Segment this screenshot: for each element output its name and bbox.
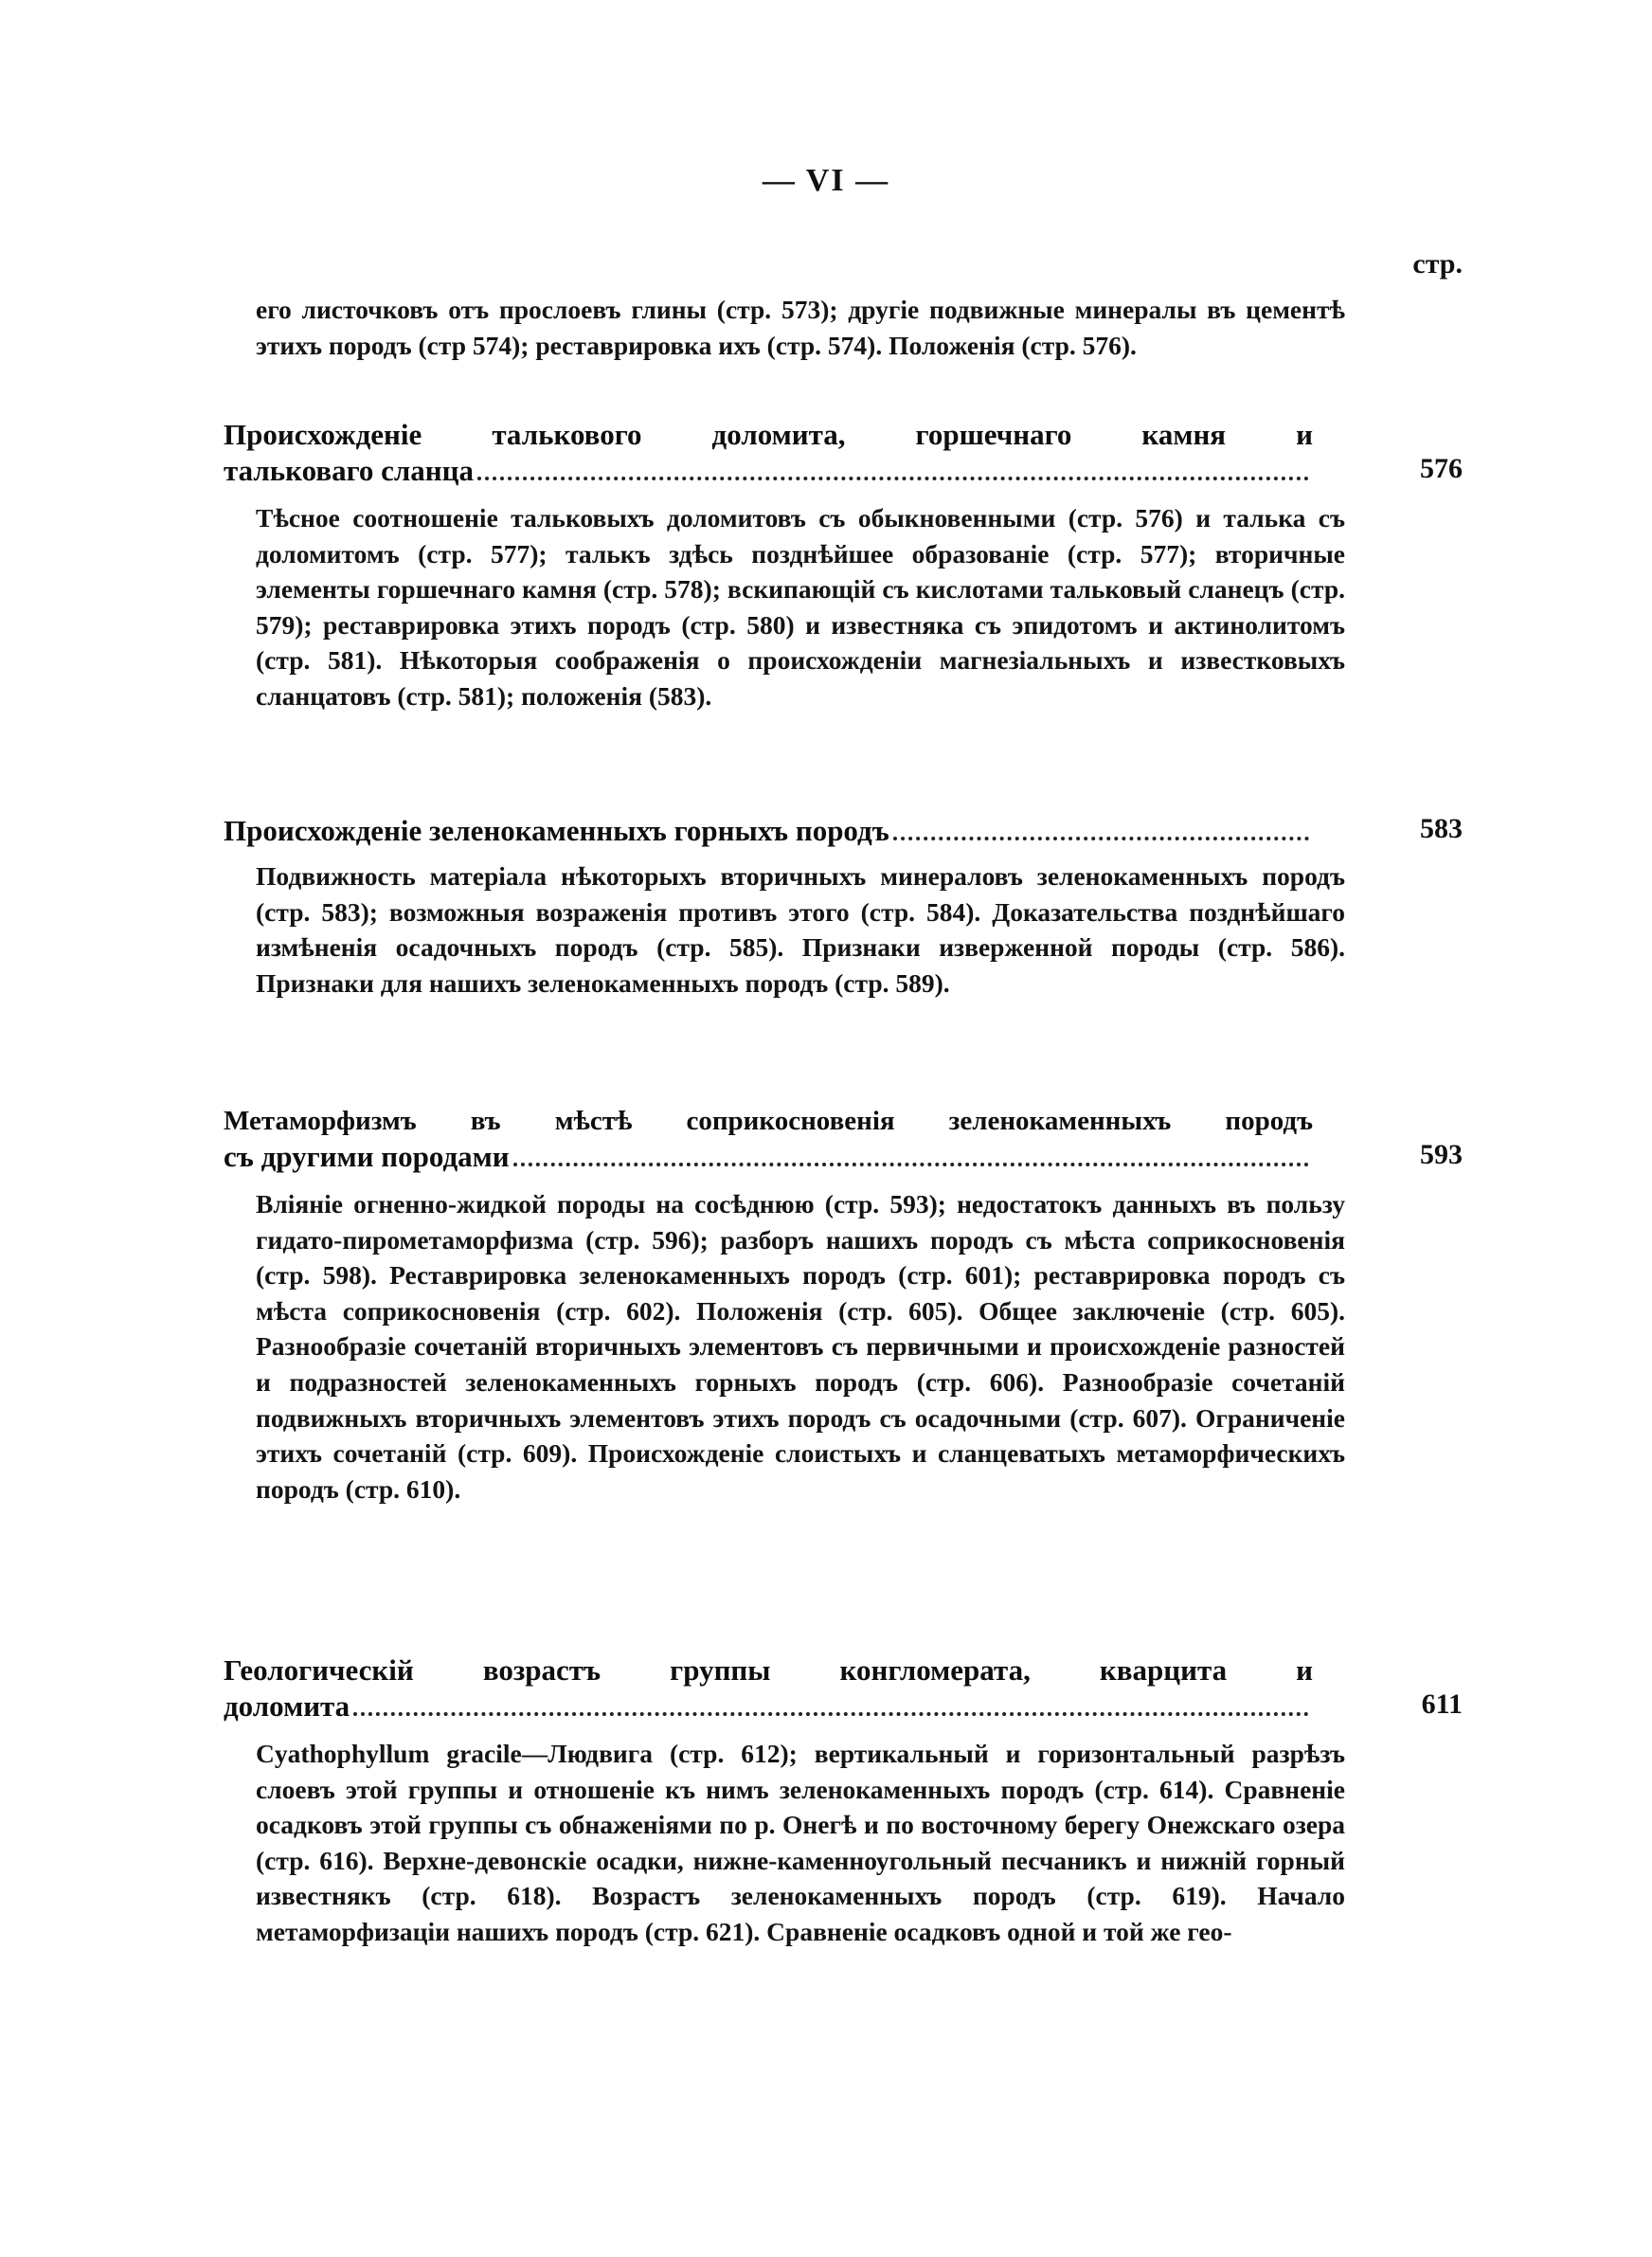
- toc-entry-title: [224, 1103, 1313, 1175]
- toc-entry-title: [224, 813, 1313, 849]
- dot-leader: [513, 1163, 1309, 1166]
- toc-entry-title-line: Метаморфизмъ въ мѣстѣ соприкосновенія зеленокаменныхъ породъ: [224, 1106, 1313, 1136]
- page-header: — VI —: [762, 163, 890, 198]
- toc-entry-title: [224, 1652, 1313, 1724]
- toc-entry-title-line: съ другими породами: [224, 1140, 510, 1173]
- toc-entry-title-line: Происхожденіе зеленокаменныхъ горныхъ породъ: [224, 814, 889, 847]
- toc-entry-body: Подвижность матеріала нѣкоторыхъ вторичныхъ минераловъ зеленокаменныхъ породъ (стр. 583); возможныя возраженія противъ этого (стр. 584). Доказательства позднѣйшаго измѣненія осадочныхъ породъ (стр. 585). Признаки изверженной породы (стр. 586). Признаки для нашихъ зеленокаменныхъ породъ (стр. 589).: [256, 861, 1345, 998]
- toc-entry-page: 576: [1420, 453, 1463, 484]
- toc-entry-title-line: Геологическій возрастъ группы конгломерата, кварцита и: [224, 1653, 1313, 1687]
- toc-entry-title: [224, 417, 1313, 489]
- toc-entry-title-last: [224, 1139, 1313, 1175]
- toc-entry-page: 611: [1421, 1688, 1463, 1720]
- toc-entry-title-last: [224, 813, 1313, 849]
- toc-entry-title-line: тальковаго сланца: [224, 454, 475, 487]
- toc-entry-title-last: [224, 453, 1313, 489]
- dot-leader: [477, 477, 1309, 480]
- dot-leader: [353, 1712, 1309, 1716]
- toc-continuation-text: его листочковъ отъ прослоевъ глины (стр. 573); другіе подвижные минералы въ цементѣ этихъ породъ (стр 574); реставрировка ихъ (стр. 574). Положенія (стр. 576).: [256, 295, 1345, 360]
- dot-leader: [893, 837, 1309, 840]
- toc-entry-body: Тѣсное соотношеніе тальковыхъ доломитовъ съ обыкновенными (стр. 576) и талька съ доломитомъ (стр. 577); талькъ здѣсь позднѣйшее образованіе (стр. 577); вторичные элементы горшечнаго камня (стр. 578); вскипающій съ кислотами тальковый сланецъ (стр. 579); реставрировка этихъ породъ (стр. 580) и известняка съ эпидотомъ и актинолитомъ (стр. 581). Нѣкоторыя соображенія о происхожденіи магнезіальныхъ и известковыхъ сланцатовъ (стр. 581); положенія (583).: [256, 503, 1345, 711]
- toc-entry-title-last: [224, 1688, 1313, 1724]
- page-column-label: стр.: [1412, 248, 1463, 280]
- toc-entry-page: 583: [1420, 813, 1463, 844]
- toc-entry-body: Вліяніе огненно-жидкой породы на сосѣднюю (стр. 593); недостатокъ данныхъ въ пользу гидато-пирометаморфизма (стр. 596); разборъ нашихъ породъ съ мѣста соприкосновенія (стр. 598). Реставрировка зеленокаменныхъ породъ (стр. 601); реставрировка породъ съ мѣста соприкосновенія (стр. 602). Положенія (стр. 605). Общее заключеніе (стр. 605). Разнообразіе сочетаній вторичныхъ элементовъ съ первичными и происхожденіе разностей и подразностей зеленокаменныхъ горныхъ породъ (стр. 606). Разнообразіе сочетаній подвижныхъ вторичныхъ элементовъ этихъ породъ съ осадочными (стр. 607). Ограниченіе этихъ сочетаній (стр. 609). Происхожденіе слоистыхъ и сланцеватыхъ метаморфическихъ породъ (стр. 610).: [256, 1189, 1345, 1504]
- toc-entry-title-line: Происхожденіе талькового доломита, горшечнаго камня и: [224, 418, 1313, 451]
- toc-entry-title-line: доломита: [224, 1689, 350, 1723]
- toc-entry-body: Cyathophyllum gracile—Людвига (стр. 612); вертикальный и горизонтальный разрѣзъ слоевъ этой группы и отношеніе къ нимъ зеленокаменныхъ породъ (стр. 614). Сравненіе осадковъ этой группы съ обнаженіями по р. Онегѣ и по восточному берегу Онежскаго озера (стр. 616). Верхне-девонскіе осадки, нижне-каменноугольный песчаникъ и нижній горный известнякъ (стр. 618). Возрастъ зеленокаменныхъ породъ (стр. 619). Начало метаморфизаціи нашихъ породъ (стр. 621). Сравненіе осадковъ одной и той же гео-: [256, 1739, 1345, 1946]
- toc-entry-page: 593: [1420, 1139, 1463, 1170]
